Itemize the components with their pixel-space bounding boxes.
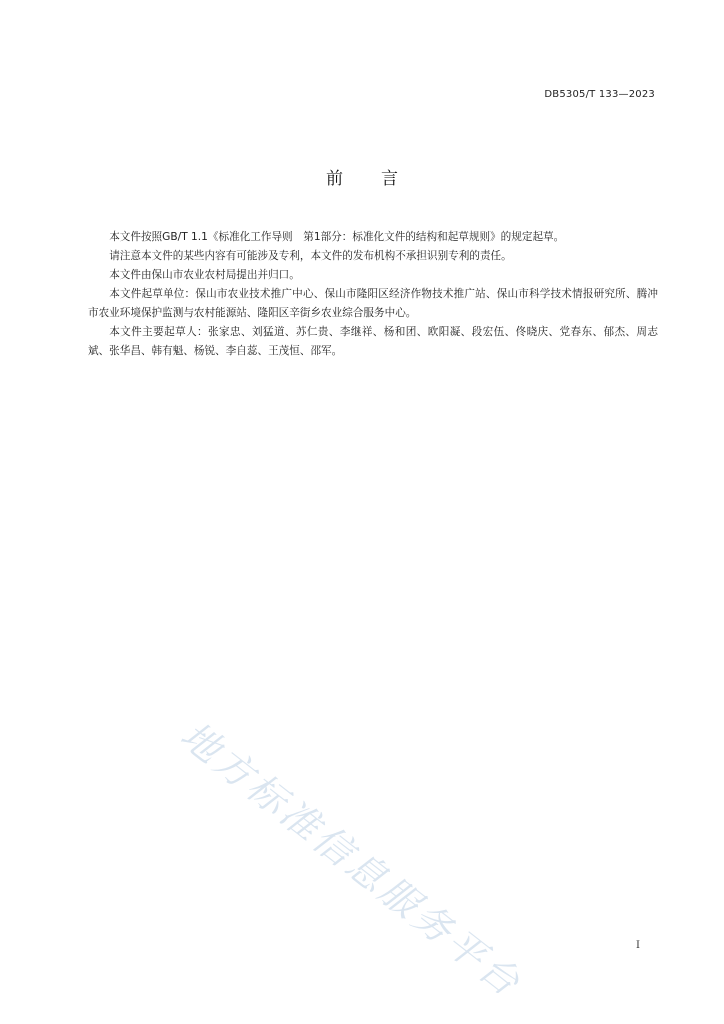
title-char-left: 前 <box>326 169 343 189</box>
foreword-body <box>88 228 658 361</box>
paragraph-drafters: 本文件主要起草人：张家忠、刘猛道、苏仁贵、李继祥、杨和团、欧阳凝、段宏伍、佟晓庆、党春东、郁杰、周志斌、张华昌、韩有魁、杨锐、李自蕊、王茂恒、邵军。 <box>88 326 658 357</box>
paragraph-drafting-rules: 本文件按照GB/T 1.1《标准化工作导则 第1部分：标准化文件的结构和起草规则》的规定起草。 <box>109 231 565 243</box>
page-number: I <box>636 940 640 951</box>
watermark: 地方标准信息服务平台 <box>172 712 531 1007</box>
paragraph-patent-notice: 请注意本文件的某些内容有可能涉及专利，本文件的发布机构不承担识别专利的责任。 <box>109 250 512 262</box>
standard-code: DB5305/T 133—2023 <box>544 89 655 100</box>
paragraph-proposer: 本文件由保山市农业农村局提出并归口。 <box>109 269 300 281</box>
paragraph-drafting-units: 本文件起草单位：保山市农业技术推广中心、保山市隆阳区经济作物技术推广站、保山市科学技术情报研究所、腾冲市农业环境保护监测与农村能源站、隆阳区辛街乡农业综合服务中心。 <box>88 288 658 319</box>
title-char-right: 言 <box>381 169 398 189</box>
page-title <box>0 164 724 189</box>
